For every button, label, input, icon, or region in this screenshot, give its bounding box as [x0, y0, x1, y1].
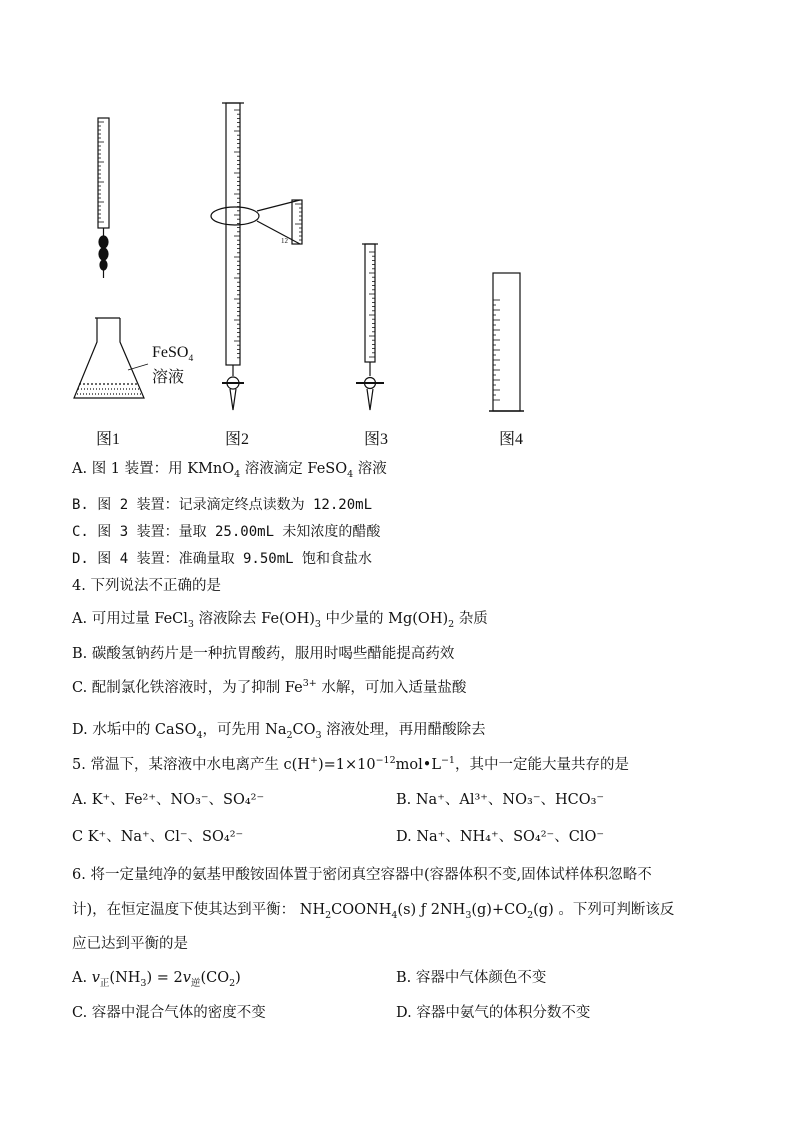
q4-stem: 4. 下列说法不正确的是: [72, 578, 221, 594]
fig1-label-solution: 溶液: [152, 369, 185, 386]
q6-stem-line3: 应已达到平衡的是: [72, 936, 188, 952]
fig1-burette: [98, 118, 109, 278]
q3-option-a: A. 图 1 装置：用 KMnO$_4$ 溶液滴定 FeSO$_4$ 溶液: [72, 461, 387, 480]
fig1-flask: [74, 318, 148, 398]
fig1-caption: 图1: [96, 431, 121, 448]
fig2-burette: [211, 103, 302, 410]
q5-option-d: D. Na⁺、NH₄⁺、SO₄²⁻、ClO⁻: [396, 829, 604, 845]
q6-option-b: B. 容器中气体颜色不变: [396, 970, 547, 986]
q4-option-d: D. 水垢中的 CaSO$_4$，可先用 $Na_2CO_3$ 溶液处理，再用醋酸除去: [72, 722, 486, 741]
fig4-cylinder: [489, 273, 524, 411]
q3-option-b: B. 图 2 装置：记录滴定终点读数为 12.20mL: [72, 497, 373, 513]
q5-option-c: C K⁺、Na⁺、Cl⁻、SO₄²⁻: [72, 829, 244, 845]
q4-option-b: B. 碳酸氢钠药片是一种抗胃酸药，服用时喝些醋能提高药效: [72, 646, 455, 662]
fig3-caption: 图3: [364, 431, 389, 448]
q6-stem-line2: 计)，在恒定温度下使其达到平衡： $NH_2COONH_4(s)$ ƒ $2NH_3(g)+CO_2(g)$ 。下列可判断该反: [72, 902, 675, 921]
q6-option-d: D. 容器中氨气的体积分数不变: [396, 1005, 591, 1021]
apparatus-figure: [0, 0, 794, 450]
q6-option-a: A. $v_正(NH_3) = 2v_逆(CO_2)$: [72, 970, 241, 989]
fig1-label: FeSO$_4$: [152, 344, 194, 365]
q3-option-c: C. 图 3 装置：量取 25.00mL 未知浓度的醋酸: [72, 524, 381, 540]
q5-stem: 5. 常温下，某溶液中水电离产生 $c(H^+)=1\times 10^{-12}mol•L^{-1}$，其中一定能大量共存的是: [72, 755, 629, 773]
fig2-zoom-tick-label: 12: [281, 237, 288, 245]
fig2-caption: 图2: [225, 431, 250, 448]
q4-option-c: C. 配制氯化铁溶液时，为了抑制 $Fe^{3+}$ 水解，可加入适量盐酸: [72, 678, 467, 696]
q5-option-a: A. K⁺、Fe²⁺、NO₃⁻、SO₄²⁻: [72, 792, 265, 808]
q6-option-c: C. 容器中混合气体的密度不变: [72, 1005, 266, 1021]
q3-option-d: D. 图 4 装置：准确量取 9.50mL 饱和食盐水: [72, 551, 373, 567]
fig4-caption: 图4: [499, 431, 524, 448]
q4-option-a: A. 可用过量 FeCl$_3$ 溶液除去 $Fe(OH)_3$ 中少量的 $Mg(OH)_2$ 杂质: [72, 611, 488, 630]
q6-stem-line1: 6. 将一定量纯净的氨基甲酸铵固体置于密闭真空容器中(容器体积不变,固体试样体积忽略不: [72, 867, 652, 883]
fig3-burette: [356, 244, 384, 410]
q5-option-b: B. Na⁺、Al³⁺、NO₃⁻、HCO₃⁻: [396, 792, 605, 808]
